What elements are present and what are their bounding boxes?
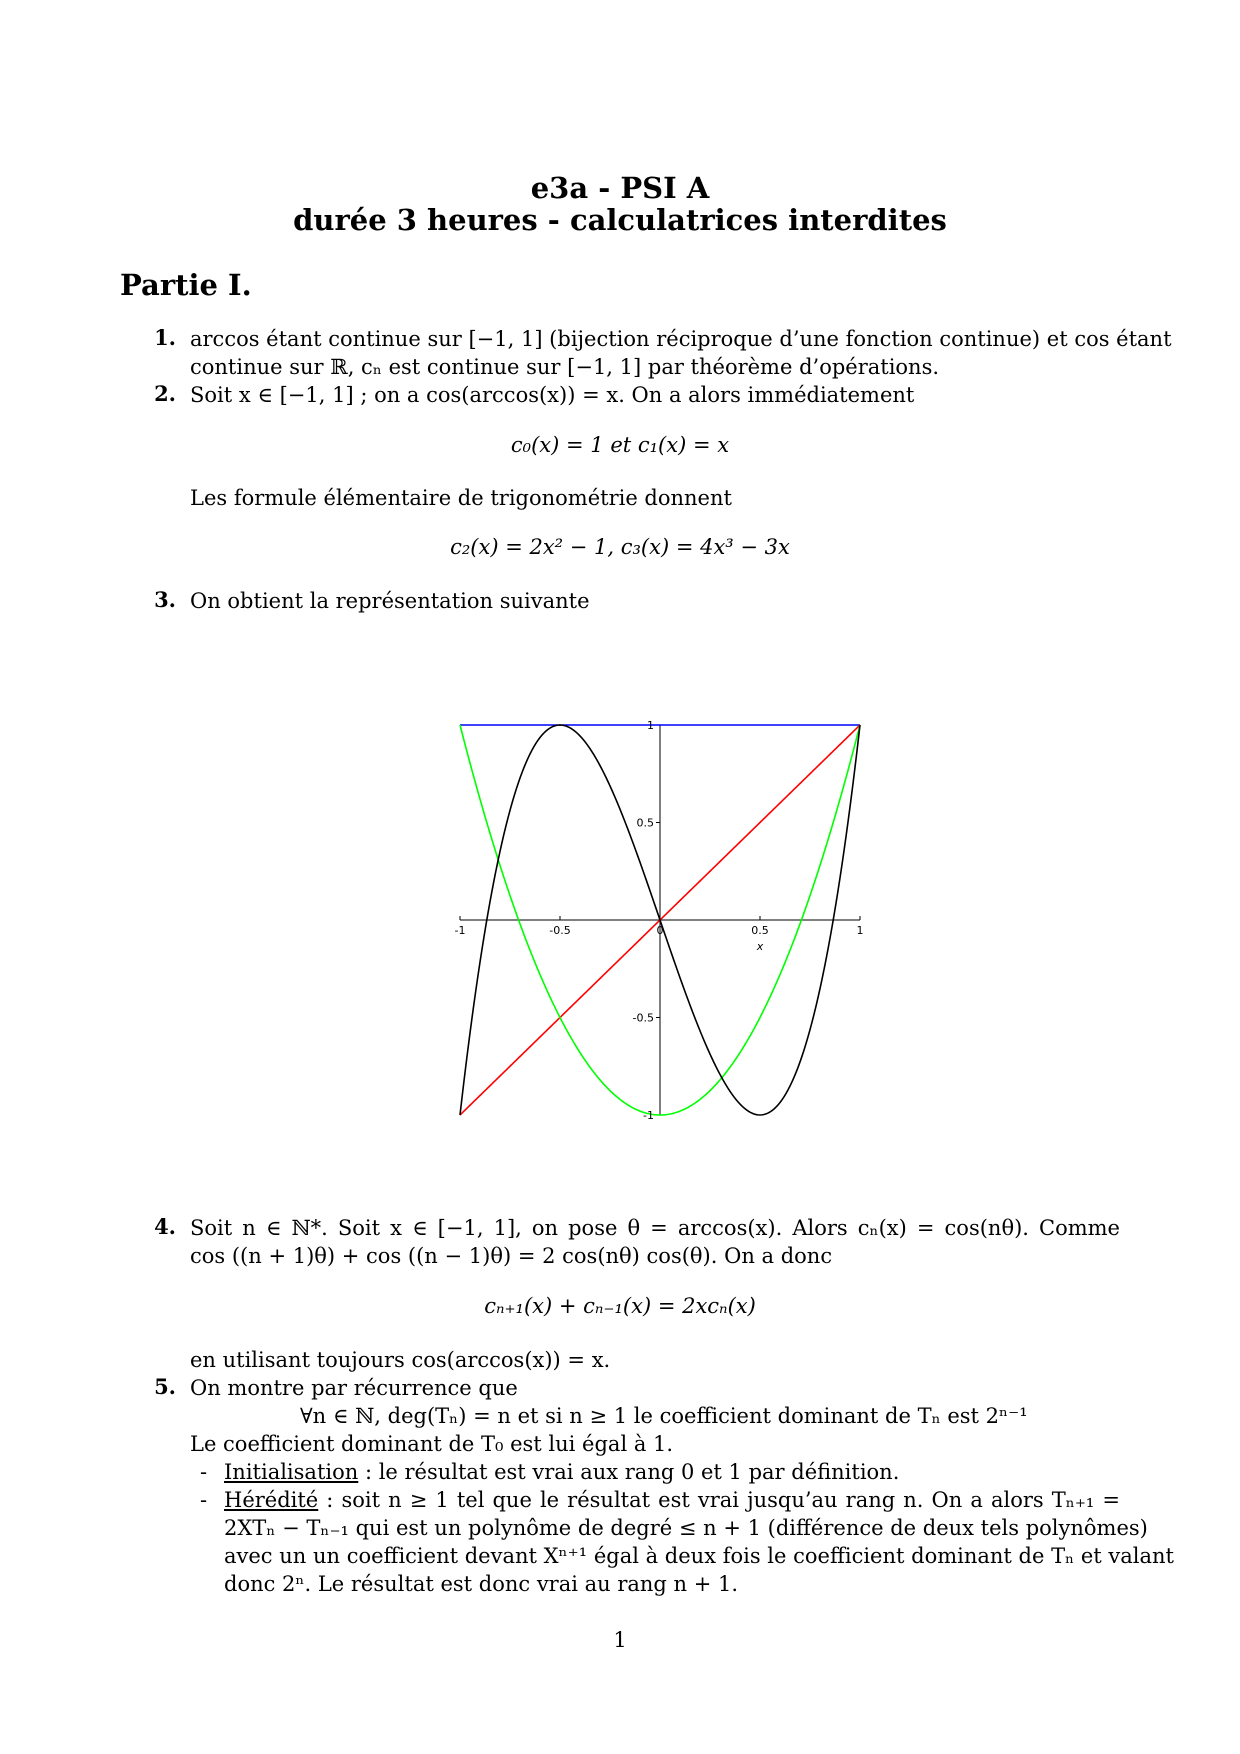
question-1-line-2: continue sur ℝ, cₙ est continue sur [−1, 1] par théorème d’opérations. <box>190 355 940 379</box>
initialisation-text: : le résultat est vrai aux rang 0 et 1 par définition. <box>358 1460 900 1484</box>
x-tick-label: 0.5 <box>751 924 769 937</box>
question-4-line-1: Soit n ∈ ℕ*. Soit x ∈ [−1, 1], on pose θ = arccos(x). Alors cₙ(x) = cos(nθ). Comme <box>190 1216 1120 1240</box>
heredite-line-1 <box>224 1486 1120 1514</box>
question-3-line-1: On obtient la représentation suivante <box>190 589 590 613</box>
question-1-line-1: arccos étant continue sur [−1, 1] (bijection réciproque d’une fonction continue) et cos étant <box>190 327 1172 351</box>
question-2-line-1: Soit x ∈ [−1, 1] ; on a cos(arccos(x)) = x. On a alors immédiatement <box>190 383 915 407</box>
question-2-number: 2. <box>154 381 176 406</box>
question-2-line-2: Les formule élémentaire de trigonométrie donnent <box>190 486 732 510</box>
question-5-number: 5. <box>154 1374 176 1399</box>
question-3-number: 3. <box>154 587 176 612</box>
x-tick-label: -1 <box>454 924 466 937</box>
heredite-line-3: avec un un coefficient devant Xⁿ⁺¹ égal à deux fois le coefficient dominant de Tₙ et valant <box>224 1544 1174 1568</box>
page-number: 1 <box>613 1628 627 1652</box>
question-2-equation-1: c₀(x) = 1 et c₁(x) = x <box>510 433 730 457</box>
x-tick-label: -0.5 <box>549 924 571 937</box>
heredite-line-2: 2XTₙ − Tₙ₋₁ qui est un polynôme de degré ≤ n + 1 (différence de deux tels polynômes) <box>224 1516 1148 1540</box>
y-tick-label: -1 <box>643 1109 654 1120</box>
chebyshev-chart <box>440 700 880 1120</box>
heredite-text-1: : soit n ≥ 1 tel que le résultat est vrai jusqu’au rang n. On a alors Tₙ₊₁ = <box>318 1488 1120 1512</box>
question-4-line-3: en utilisant toujours cos(arccos(x)) = x. <box>190 1348 611 1372</box>
document-title: e3a - PSI A <box>530 171 710 205</box>
initialisation-paragraph <box>224 1458 899 1486</box>
question-4-line-2: cos ((n + 1)θ) + cos ((n − 1)θ) = 2 cos(nθ) cos(θ). On a donc <box>190 1244 833 1268</box>
heredite-line-4: donc 2ⁿ. Le résultat est donc vrai au rang n + 1. <box>224 1572 739 1596</box>
x-tick-label: 1 <box>856 924 864 937</box>
question-5-line-2: Le coefficient dominant de T₀ est lui égal à 1. <box>190 1432 674 1456</box>
document-subtitle: durée 3 heures - calculatrices interdites <box>293 203 947 237</box>
section-heading: Partie I. <box>120 268 252 302</box>
question-4-equation: cₙ₊₁(x) + cₙ₋₁(x) = 2xcₙ(x) <box>484 1294 756 1318</box>
y-tick-label: -0.5 <box>632 1011 654 1025</box>
question-4-number: 4. <box>154 1214 176 1239</box>
y-tick-label: 1 <box>647 719 654 732</box>
question-5-line-1: On montre par récurrence que <box>190 1376 518 1400</box>
x-tick-label: 0 <box>656 924 664 937</box>
x-axis-label: x <box>756 940 764 953</box>
question-5-equation: ∀n ∈ ℕ, deg(Tₙ) = n et si n ≥ 1 le coefficient dominant de Tₙ est 2ⁿ⁻¹ <box>300 1404 1028 1428</box>
question-1-number: 1. <box>154 325 176 350</box>
question-2-equation-2: c₂(x) = 2x² − 1, c₃(x) = 4x³ − 3x <box>450 535 790 559</box>
y-tick-label: 0.5 <box>636 816 654 830</box>
heredite-label: Hérédité <box>224 1488 319 1512</box>
bullet-1: - <box>200 1460 208 1484</box>
bullet-2: - <box>200 1488 208 1512</box>
initialisation-label: Initialisation <box>224 1460 359 1484</box>
